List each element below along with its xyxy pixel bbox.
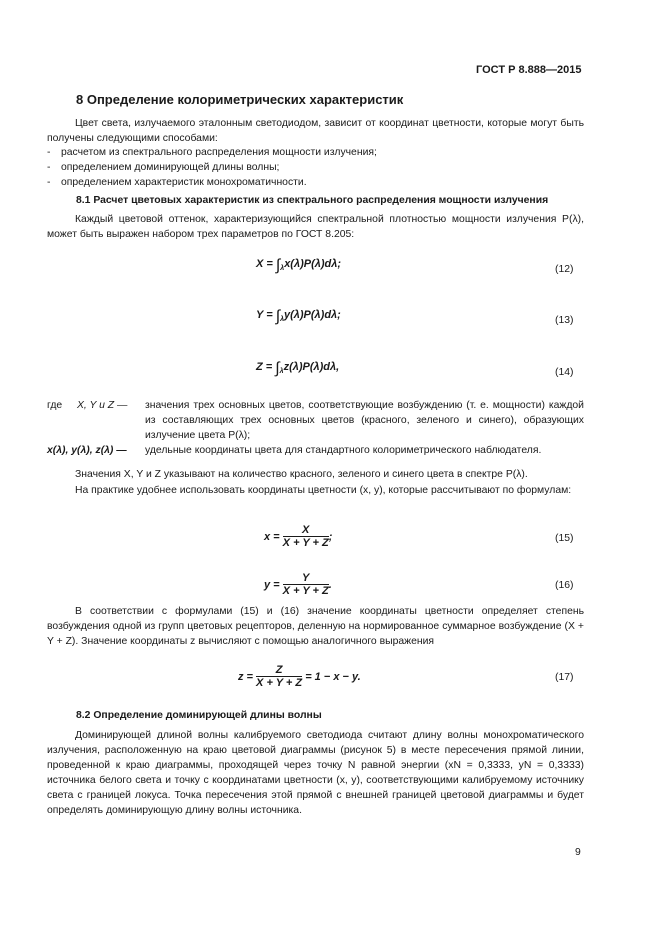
integral-sign: ∫ (275, 360, 280, 377)
standard-number: ГОСТ Р 8.888—2015 (476, 64, 582, 76)
list-item (47, 145, 377, 160)
fraction (283, 524, 329, 550)
integral-sign: ∫ (275, 257, 281, 274)
equation-16: y = $\frac{Y}{X + Y + Z}$ . (264, 572, 332, 597)
equation-number: (17) (555, 672, 574, 683)
section-8-2-title: 8.2 Определение доминирующей длины волны (76, 710, 322, 721)
equation-number: (15) (555, 533, 574, 544)
eq-body: y(λ)P(λ)dλ; (283, 309, 341, 321)
integral-sub: λ (280, 316, 284, 323)
section-8-1-para4: В соответствии с формулами (15) и (16) значение координаты цветности определяет степень возбуждения одной из групп цветовых рецепторов, деленную на нормированное суммарное возбуждение (X + Y + Z). Значение координаты z вычисляют с помощью аналогичного выражения (47, 606, 584, 647)
section-8-1-title: 8.1 Расчет цветовых характеристик из спектрального распределения мощности излучения (76, 195, 549, 206)
fraction (283, 572, 329, 598)
where-2-text: удельные координаты цвета для стандартного колориметрического наблюдателя. (145, 445, 542, 456)
fraction-numerator: X (283, 524, 329, 537)
eq-lhs: x (264, 530, 271, 543)
fraction-denominator: X + Y + Z (256, 677, 303, 689)
eq-lhs: z (238, 670, 244, 683)
equation-14: $Z = \int_\lambda z(\lambda)P(\lambda)d\lambda$, (256, 360, 340, 377)
fraction-denominator: X + Y + Z (282, 585, 329, 597)
equation-15: x = $\frac{X}{X + Y + Z}$ ; (264, 524, 333, 549)
eq-lhs: y (264, 578, 271, 591)
eq-body: x(λ)P(λ)dλ; (284, 258, 342, 270)
equation-12: $X = \int_\lambda x(\lambda)P(\lambda)d\lambda$; (256, 257, 342, 274)
section-8-intro: Цвет света, излучаемого эталонным светодиодом, зависит от координат цветности, которые могут быть получены следующими способами: (47, 118, 584, 144)
eq-tail: . (328, 578, 332, 591)
section-8-1-para1: Каждый цветовой оттенок, характеризующийся спектральной плотностью мощности излучения P(λ), может быть выражен набором трех параметров по ГОСТ 8.205: (47, 214, 584, 240)
list-item-text: расчетом из спектрального распределения мощности излучения; (61, 147, 377, 158)
list-dash: - (47, 147, 51, 158)
equation-number: (14) (555, 367, 574, 378)
section-8-1-para3: На практике удобнее использовать координаты цветности (x, y), которые рассчитывают по формулам: (75, 485, 572, 496)
section-8-title: 8 Определение колориметрических характеристик (76, 92, 404, 107)
fraction-denominator: X + Y + Z (282, 537, 329, 549)
list-item (47, 160, 279, 175)
equation-13: $Y = \int_\lambda y(\lambda)P(\lambda)d\lambda$; (256, 308, 341, 325)
where-1-symbols: X, Y и Z — (77, 400, 128, 411)
integral-sub: λ (280, 265, 285, 272)
where-label: где (47, 400, 63, 411)
eq-tail: = 1 − x − y. (305, 670, 361, 683)
eq-lhs: Y (256, 309, 264, 321)
integral-sign: ∫ (275, 308, 281, 325)
equation-number: (16) (555, 580, 574, 591)
where-2-symbols: x(λ), y(λ), z(λ) — (47, 445, 127, 456)
equation-17: z = $\frac{Z}{X + Y + Z}$ = 1 − x − y. (238, 664, 361, 689)
equation-number: (12) (555, 264, 574, 275)
section-8-1-para2: Значения X, Y и Z указывают на количество красного, зеленого и синего цвета в спектре P(λ). (75, 469, 528, 480)
list-item-text: определением доминирующей длины волны; (61, 162, 280, 173)
fraction-numerator: Z (256, 664, 302, 677)
eq-tail: ; (328, 530, 333, 543)
fraction (256, 664, 302, 690)
eq-body: z(λ)P(λ)dλ, (283, 361, 340, 373)
eq-lhs: Z (256, 361, 263, 373)
integral-sub: λ (279, 368, 284, 375)
list-item-text: определением характеристик монохроматичности. (61, 177, 307, 188)
where-1-text: значения трех основных цветов, соответствующие возбуждению (т. е. мощности) каждой из составляющих трех основных цветов (красного, зеленого и синего), образующих излучение цвета P(λ); (145, 400, 584, 441)
eq-lhs: X (256, 258, 264, 270)
list-dash: - (47, 162, 51, 173)
list-dash: - (47, 177, 51, 188)
fraction-numerator: Y (283, 572, 329, 585)
equation-number: (13) (555, 315, 574, 326)
page-number: 9 (575, 847, 581, 858)
list-item (47, 175, 307, 190)
section-8-2-para1: Доминирующей длиной волны калибруемого светодиода считают длину волны монохроматического излучения, расположенную на краю цветовой диаграммы (рисунок 5) в месте пересечения прямой линии, проведенной к краю диаграммы, проходящей через точку N равной энергии (xN = 0,3333, yN = 0,3333) источника белого света и точку с координатами цветности (x, y), соответствующими калибруемому источнику света с границей локуса. Точка пересечения этой прямой с внешней границей цветовой диаграммы и будет определять доминирующую длину волны источника. (47, 730, 584, 816)
